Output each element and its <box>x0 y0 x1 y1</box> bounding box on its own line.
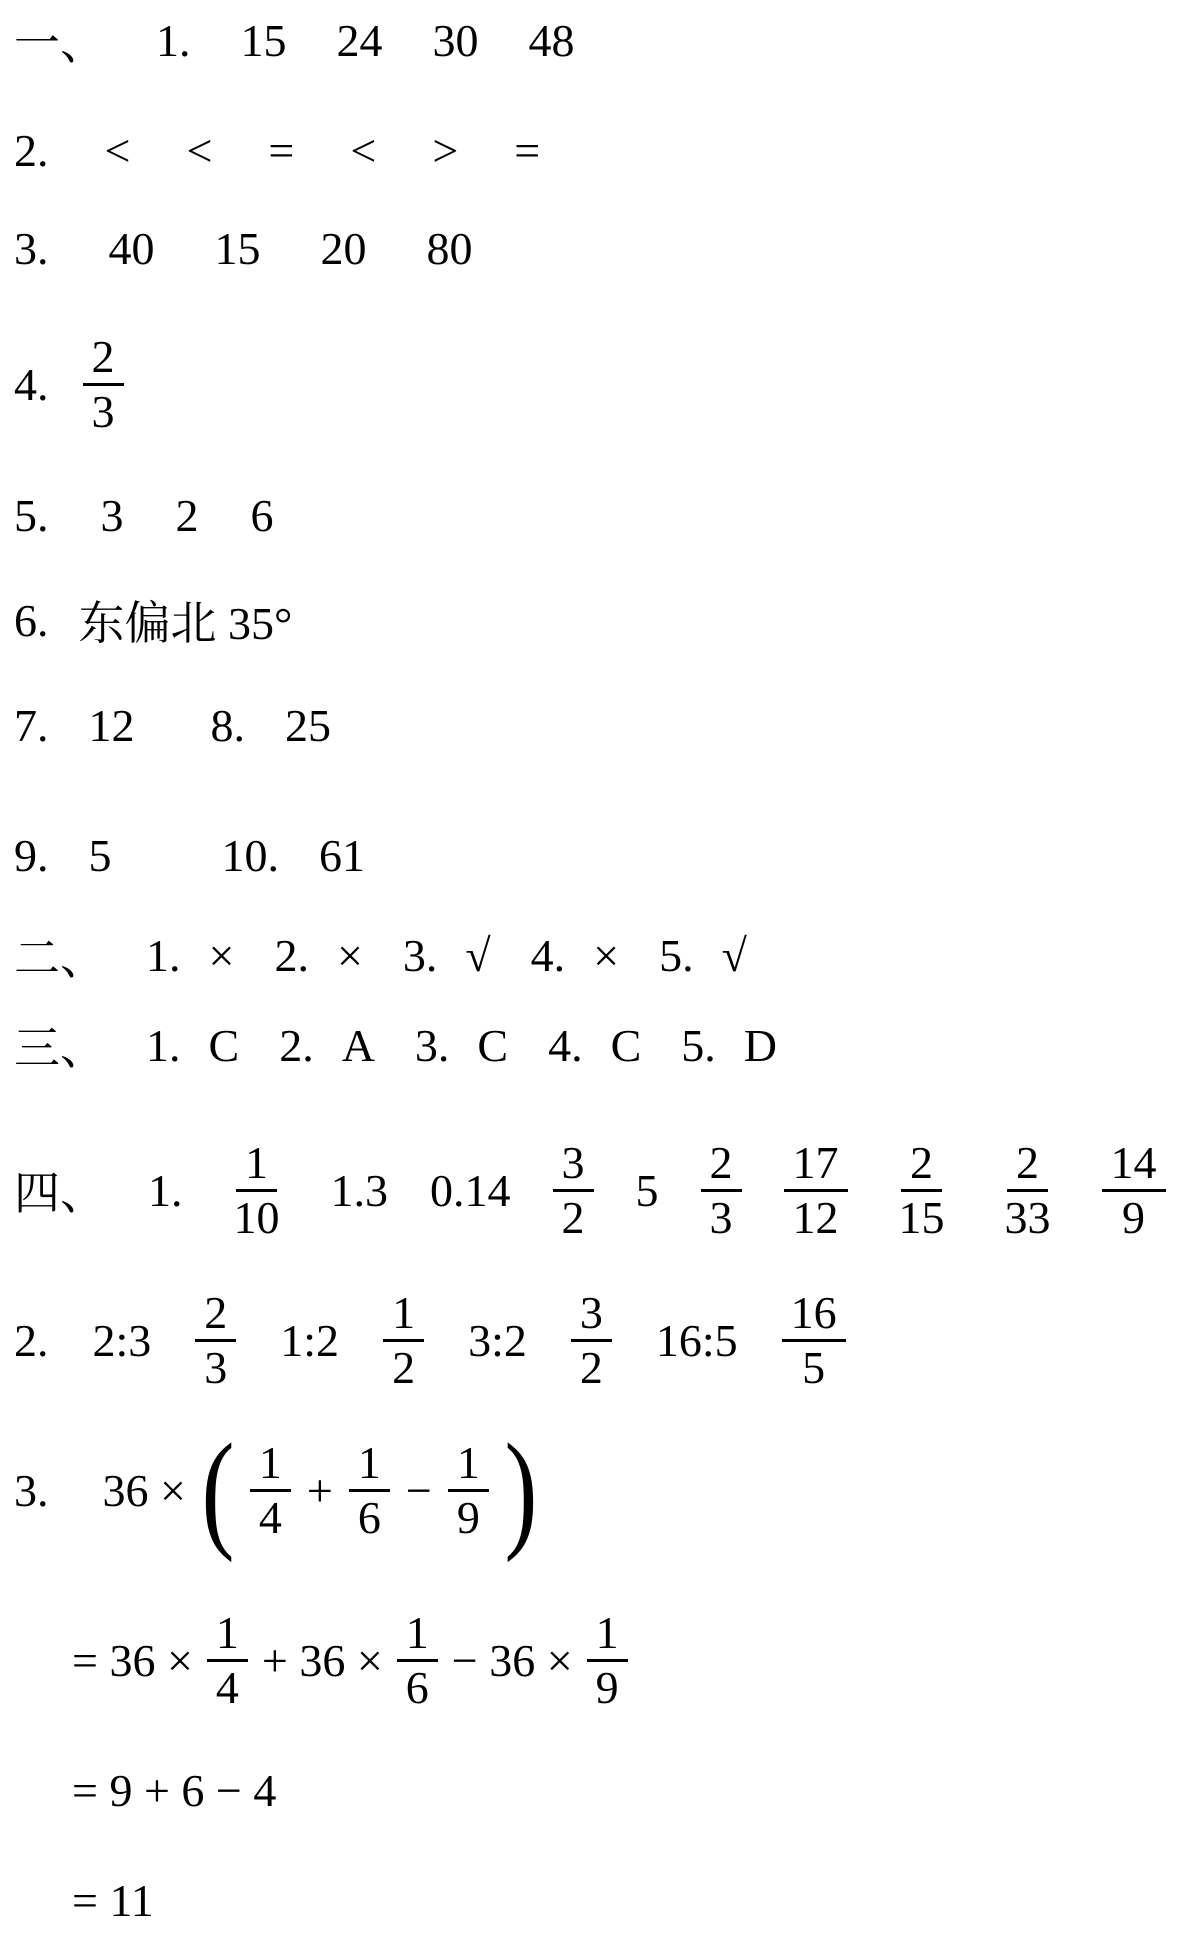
operator: − <box>405 1464 432 1516</box>
answer-value: 3 <box>100 489 124 541</box>
answer-value: 15 <box>240 14 287 66</box>
fraction-denominator: 9 <box>456 1491 480 1543</box>
question-number: 7. <box>14 699 49 751</box>
fraction-denominator: 4 <box>215 1661 239 1713</box>
true-false-item <box>659 929 747 982</box>
question-number: 1. <box>146 1019 181 1071</box>
true-false-item <box>531 929 619 982</box>
answer-line-s1-q3 <box>14 218 473 278</box>
answer-line-s4-q3-step1 <box>72 1594 628 1726</box>
choice-letter: C <box>208 1019 240 1071</box>
comparison-symbol: > <box>432 124 459 176</box>
fraction <box>1102 1137 1166 1243</box>
step-text: + 36 × <box>261 1634 383 1686</box>
fraction <box>349 1437 390 1543</box>
fraction <box>996 1137 1060 1243</box>
question-number: 2. <box>274 929 309 981</box>
question-number: 3. <box>414 1019 450 1071</box>
fraction-denominator: 6 <box>405 1661 429 1713</box>
true-false-item <box>403 929 491 982</box>
answer-line-s1-q7-q8 <box>14 695 331 755</box>
fraction <box>784 1137 848 1243</box>
question-number: 1. <box>146 929 181 981</box>
step-text: = 36 × <box>72 1634 193 1686</box>
fraction-numerator: 3 <box>553 1137 594 1192</box>
ratio-value: 3:2 <box>468 1314 527 1366</box>
choice-item <box>548 1019 641 1072</box>
answer-line-s1-q2 <box>14 120 540 180</box>
fraction-numerator: 2 <box>701 1137 742 1192</box>
fraction-denominator: 5 <box>802 1341 826 1393</box>
judgment-mark: √ <box>721 929 747 981</box>
question-number: 1. <box>156 14 191 66</box>
fraction-denominator: 2 <box>561 1191 585 1243</box>
question-number: 8. <box>210 699 245 751</box>
fraction-denominator: 10 <box>233 1191 280 1243</box>
question-number: 5. <box>659 929 694 981</box>
question-number: 2. <box>279 1019 314 1071</box>
fraction <box>383 1287 424 1393</box>
fraction-numerator: 17 <box>784 1137 848 1192</box>
answer-line-s1-q5 <box>14 485 274 545</box>
question-number: 1. <box>148 1164 183 1216</box>
fraction-numerator: 1 <box>397 1607 438 1662</box>
question-number: 4. <box>530 929 566 981</box>
fraction-numerator: 1 <box>349 1437 390 1492</box>
fraction-denominator: 3 <box>91 385 115 437</box>
answer-line-s1-q4 <box>14 318 124 450</box>
answer-value: 40 <box>108 222 155 274</box>
step-text: = 11 <box>72 1874 154 1926</box>
section-1-label: 一、 <box>14 18 106 69</box>
question-number: 2. <box>14 1314 49 1366</box>
fraction-denominator: 33 <box>1004 1191 1051 1243</box>
comparison-symbol: = <box>514 124 541 176</box>
operator: + <box>306 1464 333 1516</box>
fraction-numerator: 3 <box>571 1287 612 1342</box>
judgment-mark: × <box>336 929 363 981</box>
fraction-numerator: 1 <box>587 1607 628 1662</box>
math-expression: 36 × ( $\frac{1}{4}$ + $\frac{1}{6}$ − $\frac{1}{9}$ ) <box>102 1416 538 1563</box>
answer-value: 0.14 <box>430 1164 511 1216</box>
fraction <box>701 1137 742 1243</box>
fraction-denominator: 12 <box>792 1191 839 1243</box>
true-false-item <box>274 929 362 982</box>
question-number: 6. <box>14 594 49 646</box>
answer-value: 1.3 <box>330 1164 388 1216</box>
choice-item <box>681 1019 777 1072</box>
section-2-label: 二、 <box>14 933 106 984</box>
ratio-value: 16:5 <box>655 1314 738 1366</box>
step-text: = 9 + 6 − 4 <box>72 1764 277 1816</box>
fraction-denominator: 6 <box>357 1491 381 1543</box>
fraction-denominator: 3 <box>709 1191 733 1243</box>
comparison-symbol: < <box>104 124 131 176</box>
answer-line-s1-q9-q10 <box>14 825 365 885</box>
ratio-value: 2:3 <box>92 1314 152 1366</box>
fraction-numerator: 2 <box>901 1137 942 1192</box>
judgment-mark: × <box>208 929 235 981</box>
fraction-numerator: 2 <box>1007 1137 1048 1192</box>
fraction <box>782 1287 846 1393</box>
fraction-numerator: 2 <box>83 331 124 386</box>
fraction <box>587 1607 628 1713</box>
answer-value: 2 <box>175 489 199 541</box>
answer-value: 15 <box>214 222 261 274</box>
question-number: 4. <box>14 358 49 410</box>
fraction-denominator: 2 <box>579 1341 603 1393</box>
choice-item <box>279 1019 375 1072</box>
fraction-numerator: 1 <box>383 1287 424 1342</box>
answer-line-s3 <box>14 1015 777 1075</box>
question-number: 3. <box>14 1464 49 1516</box>
answer-value: 20 <box>320 222 367 274</box>
answer-value: 12 <box>88 699 135 751</box>
judgment-mark: × <box>593 929 620 981</box>
fraction <box>225 1137 289 1243</box>
question-number: 9. <box>14 829 49 881</box>
fraction-denominator: 4 <box>258 1491 282 1543</box>
question-number: 10. <box>221 829 279 881</box>
fraction-numerator: 2 <box>195 1287 236 1342</box>
question-number: 4. <box>548 1019 583 1071</box>
comparison-symbol: = <box>268 124 295 176</box>
answer-line-s4-q2 <box>14 1274 846 1406</box>
choice-letter: C <box>477 1019 509 1071</box>
choice-letter: C <box>610 1019 642 1071</box>
question-number: 3. <box>402 929 438 981</box>
answer-value: 30 <box>432 14 479 66</box>
fraction-denominator: 3 <box>204 1341 228 1393</box>
fraction-numerator: 1 <box>448 1437 489 1492</box>
fraction-numerator: 16 <box>782 1287 846 1342</box>
judgment-mark: √ <box>465 929 491 981</box>
answer-line-s1-q1 <box>14 10 575 70</box>
question-number: 3. <box>14 222 49 274</box>
section-3-label: 三、 <box>14 1023 106 1074</box>
fraction-numerator: 1 <box>250 1437 291 1492</box>
answer-value: 24 <box>336 14 383 66</box>
answer-line-s4-q1 <box>14 1124 1166 1256</box>
question-number: 5. <box>681 1019 716 1071</box>
answer-value: 6 <box>250 489 274 541</box>
answer-value: 5 <box>635 1164 659 1216</box>
fraction <box>207 1607 248 1713</box>
answer-line-s4-q3-step3 <box>72 1870 154 1930</box>
answer-value: 25 <box>285 699 331 751</box>
step-text: − 36 × <box>451 1634 573 1686</box>
fraction <box>250 1437 291 1543</box>
fraction <box>83 331 124 437</box>
expression-lead: 36 × <box>102 1464 186 1516</box>
choice-letter: D <box>743 1019 778 1071</box>
answer-value: 48 <box>528 14 575 66</box>
answer-value: 80 <box>426 222 473 274</box>
answer-line-s4-q3-expression <box>14 1416 538 1563</box>
choice-letter: A <box>341 1019 375 1071</box>
answer-line-s4-q3-step2 <box>72 1760 276 1820</box>
fraction <box>571 1287 612 1393</box>
fraction-numerator: 14 <box>1102 1137 1166 1192</box>
fraction <box>553 1137 594 1243</box>
answer-text: 东偏北 35° <box>78 598 293 649</box>
choice-item <box>146 1019 239 1072</box>
answer-value: 5 <box>88 829 112 881</box>
fraction-numerator: 1 <box>236 1137 277 1192</box>
section-4-label: 四、 <box>14 1168 106 1219</box>
ratio-value: 1:2 <box>280 1314 340 1366</box>
fraction-numerator: 1 <box>207 1607 248 1662</box>
fraction <box>397 1607 438 1713</box>
comparison-symbol: < <box>186 124 213 176</box>
fraction <box>890 1137 954 1243</box>
true-false-item <box>146 929 234 982</box>
fraction-denominator: 15 <box>898 1191 945 1243</box>
answer-line-s2 <box>14 925 747 985</box>
question-number: 2. <box>14 124 49 176</box>
fraction-denominator: 9 <box>595 1661 619 1713</box>
fraction-denominator: 9 <box>1122 1191 1145 1243</box>
answer-value: 61 <box>319 829 365 881</box>
fraction-denominator: 2 <box>392 1341 416 1393</box>
question-number: 5. <box>14 489 49 541</box>
fraction <box>195 1287 236 1393</box>
fraction <box>448 1437 489 1543</box>
comparison-symbol: < <box>350 124 377 176</box>
answer-line-s1-q6 <box>14 590 292 650</box>
choice-item <box>415 1019 508 1072</box>
